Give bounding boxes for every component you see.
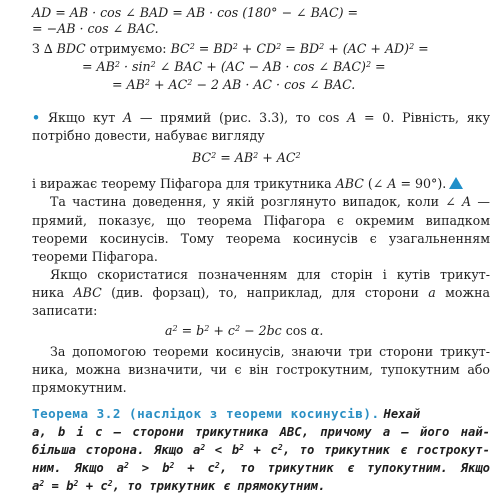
theorem-line-2: більша сторона. Якщо $a^2 < b^2 + c^2$, то трикутник є гострокут-	[32, 443, 490, 457]
right-angle-line-3: і виражає теорему Піфагора для трикутника ABC (∠ A = 90°).	[32, 175, 463, 192]
para3-line-1: За допомогою теореми косинусів, знаючи три сторони трикут-	[50, 344, 490, 359]
theorem-title: Теорема 3.2 (наслідок з теореми косинусів).	[32, 406, 380, 421]
cosine-formula: $a^2 = b^2 + c^2 - 2bc$ cos α.	[165, 323, 324, 338]
proof-line-5: = $AB^2 + AC^2 - 2$ AB · AC · cos ∠ BAC.	[112, 77, 356, 92]
theorem-line-1: a, b і c — сторони трикутника ABC, причому a — його най-	[32, 425, 490, 439]
para1-line-4: теореми Піфагора.	[32, 249, 158, 264]
para1-line-3: теореми косинусів. Тому теорема косинусів є узагальненням	[32, 231, 490, 246]
theorem-title-line	[32, 405, 490, 423]
right-angle-formula: $BC^2 = AB^2 + AC^2$	[192, 150, 301, 165]
para2-line-3: записати:	[32, 303, 98, 318]
right-angle-line-1: • Якщо кут A — прямий (рис. 3.3), то cos A = 0. Рівність, яку	[32, 110, 490, 125]
bullet-icon: •	[32, 110, 41, 125]
para2-line-1: Якщо скористатися позначенням для сторін і кутів трикут-	[50, 267, 490, 282]
para1-line-2: прямий, показує, що теорема Піфагора є окремим випадком	[32, 213, 490, 228]
para3-line-2: ника, можна визначити, чи є він гострокутним, тупокутним або	[32, 362, 490, 377]
right-angle-line-2: потрібно довести, набуває вигляду	[32, 128, 265, 143]
theorem-line-3: ним. Якщо $a^2 > b^2 + c^2$, то трикутник є тупокутним. Якщо	[32, 461, 491, 475]
proof-line-2: = −AB · cos ∠ BAC.	[32, 21, 159, 36]
proof-line-4: = $AB^2 \cdot \sin^2$ ∠ BAC + (AC − AB · cos ∠ BAC)$^2$ =	[82, 59, 386, 74]
para3-line-3: прямокутним.	[32, 380, 127, 395]
proof-line-3: З ∆ BDC отримуємо: $BC^2 = BD^2 + CD^2 = BD^2 + (AC + AD)^2$ =	[32, 41, 429, 56]
para2-line-2: ника ABC (див. форзац), то, наприклад, для сторони a можна	[32, 285, 490, 300]
theorem-line-4: $a^2 = b^2 + c^2$, то трикутник є прямокутним.	[32, 479, 326, 493]
proof-line-1: AD = AB · cos ∠ BAD = AB · cos (180° − ∠ BAC) =	[32, 5, 359, 20]
triangle-icon	[449, 177, 463, 189]
para1-line-1: Та частина доведення, у якій розглянуто випадок, коли ∠ A —	[50, 194, 490, 209]
theorem-title-tail: Нехай	[383, 407, 421, 421]
